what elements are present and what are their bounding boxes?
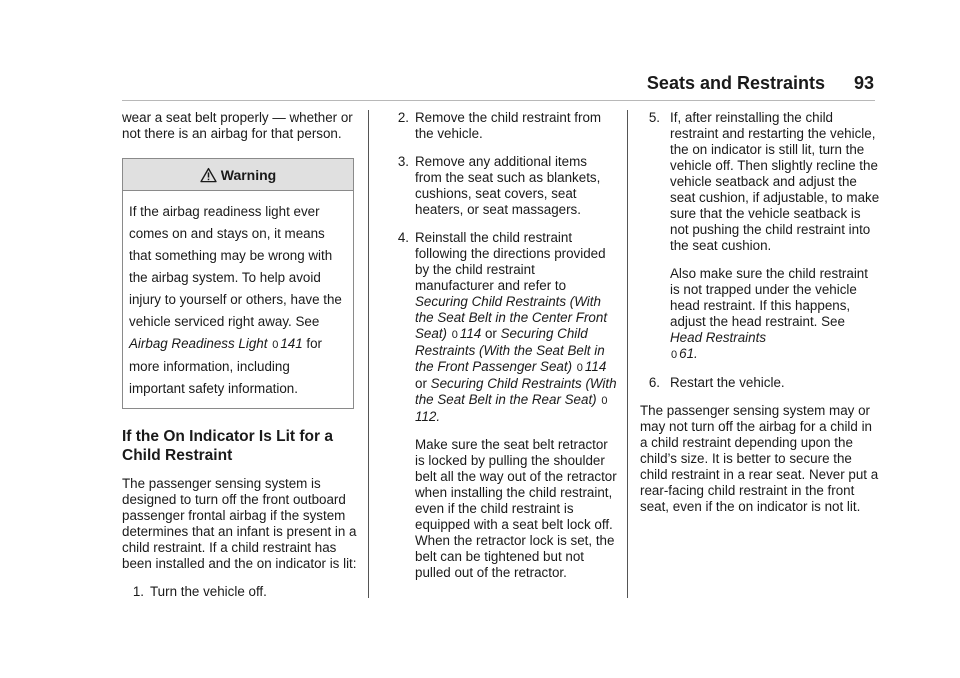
- warning-ref-title: Airbag Readiness Light: [129, 336, 268, 351]
- page-number: 93: [853, 73, 874, 93]
- step-1: [128, 584, 362, 600]
- step-number: 4.: [397, 230, 409, 245]
- step-text: Remove the child restraint from the vehicle.: [415, 110, 602, 141]
- step-4-note: Make sure the seat belt retractor is locked by pulling the shoulder belt all the way out of the retractor when installing the child restraint, even if the child restraint is equipped with a seat belt lock off. When the retractor lock is set, the belt can be tightened but not pulled out of the retractor.: [415, 437, 617, 580]
- warning-title: Warning: [220, 167, 277, 183]
- warning-text-b: for more information, including important safety information.: [129, 336, 323, 396]
- page-ref-icon: 0: [671, 349, 678, 361]
- step-text: Turn the vehicle off.: [150, 584, 267, 599]
- step-text: Restart the vehicle.: [670, 375, 785, 390]
- column-divider-2: [627, 110, 628, 598]
- ref-title-1: Securing Child Restraints (With the Seat Belt in the Center Front Seat): [415, 294, 608, 341]
- intro-text: wear a seat belt properly — whether or not there is an airbag for that person.: [122, 110, 353, 141]
- step-5-note: [640, 266, 880, 363]
- or-text-1: or: [481, 326, 501, 341]
- step-end: .: [436, 409, 441, 424]
- section-heading: If the On Indicator Is Lit for a Child Restraint: [122, 428, 333, 464]
- section-title: Seats and Restraints: [646, 73, 825, 93]
- ref-page-3: 112: [415, 409, 437, 424]
- warning-box: [122, 158, 354, 409]
- page-ref-icon: 0: [451, 329, 458, 341]
- step-number: 2.: [397, 110, 409, 125]
- step-number: 1.: [132, 584, 144, 599]
- step-3: [389, 154, 617, 218]
- column-3: [640, 110, 880, 527]
- ref-title: Head Restraints: [670, 330, 767, 345]
- or-text-2: or: [415, 376, 431, 391]
- step-text: If, after reinstalling the child restraint and restarting the vehicle, the on indicator is still lit, turn the vehicle off. Then slightly recline the vehicle seatback and adjust the seat cushion, if adjustable, to make sure that the vehicle seatback is not pushing the child restraint into the seat cushion.: [670, 110, 880, 253]
- step-5-note-text: Also make sure the child restraint is not trapped under the vehicle head restraint. If this happens, adjust the head restraint. See: [670, 266, 868, 329]
- step-2: [389, 110, 617, 142]
- ref-page: 61: [679, 346, 695, 361]
- step-text: Remove any additional items from the seat such as blankets, cushions, seat covers, seat heaters, or seat massagers.: [415, 154, 601, 217]
- column-1: [122, 110, 362, 612]
- ref-page-1: 114: [459, 326, 482, 341]
- column-divider-1: [368, 110, 369, 598]
- column-2: [389, 110, 617, 593]
- step-number: 5.: [648, 110, 660, 125]
- step-6: [640, 375, 880, 391]
- page-ref-icon: 0: [576, 362, 583, 374]
- page-header: [0, 73, 960, 97]
- step-number: 6.: [648, 375, 660, 390]
- body-text: The passenger sensing system is designed to turn off the front outboard passenger frontal airbag if the system determines that an infant is present in a child restraint. If a child restraint has been installed and the on indicator is lit:: [122, 476, 357, 571]
- step-4: [389, 230, 617, 425]
- warning-body: [123, 191, 353, 408]
- ref-page-2: 114: [584, 359, 607, 374]
- step-end: .: [694, 346, 698, 361]
- warning-header: [123, 159, 353, 191]
- step-number: 3.: [397, 154, 409, 169]
- ref-title-3: Securing Child Restraints (With the Seat Belt in the Rear Seat): [415, 376, 617, 407]
- page-ref-icon: 0: [272, 339, 279, 351]
- ref-title-2: Securing Child Restraints (With the Seat Belt in the Front Passenger Seat): [415, 326, 605, 374]
- step-text: Reinstall the child restraint following the directions provided by the child restraint manufacturer and refer to: [415, 230, 606, 293]
- page-ref-icon: 0: [601, 395, 608, 407]
- closing-text: The passenger sensing system may or may not turn off the airbag for a child in a child restraint depending upon the child’s size. It is better to secure the child restraint in a rear seat. Never put a rear-facing child restraint in the front seat, even if the on indicator is not lit.: [640, 403, 879, 514]
- warning-triangle-icon: [200, 167, 217, 183]
- header-divider: [122, 100, 875, 101]
- step-5: [640, 110, 880, 254]
- warning-text-a: If the airbag readiness light ever comes on and stays on, it means that something may be wrong with the airbag system. To help avoid injury to yourself or others, have the vehicle serviced right away. See: [129, 204, 342, 329]
- warning-ref-page: 141: [280, 336, 303, 351]
